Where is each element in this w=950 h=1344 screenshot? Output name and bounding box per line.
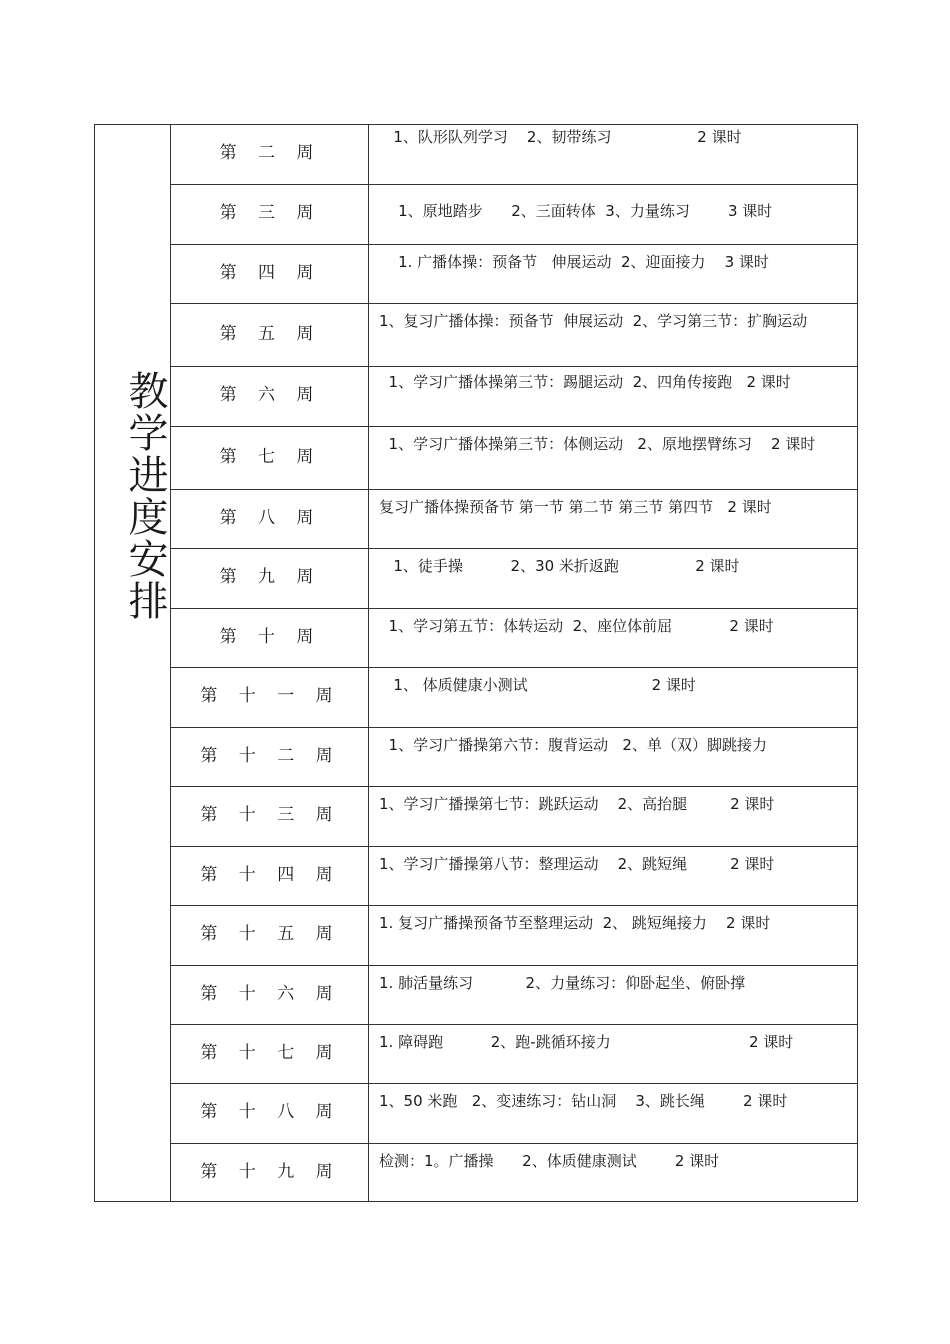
table-row bbox=[171, 366, 858, 426]
schedule-table bbox=[94, 124, 858, 1202]
lesson-content: 1. 复习广播操预备节至整理运动 2、 跳短绳接力 2 课时 bbox=[379, 914, 771, 932]
week-label: 第 十 二 周 bbox=[171, 728, 369, 786]
lesson-content: 1、学习广播操第七节：跳跃运动 2、高抬腿 2 课时 bbox=[379, 795, 775, 813]
lesson-content: 1、50 米跑 2、变速练习：钻山洞 3、跳长绳 2 课时 bbox=[379, 1092, 788, 1110]
lesson-content: 1、原地踏步 2、三面转体 3、力量练习 3 课时 bbox=[379, 202, 773, 220]
week-label: 第 十 四 周 bbox=[171, 847, 369, 905]
table-row bbox=[171, 244, 858, 303]
week-label: 第 十 周 bbox=[171, 609, 369, 667]
week-label: 第 二 周 bbox=[171, 125, 369, 184]
table-row bbox=[171, 303, 858, 366]
table-row bbox=[171, 608, 858, 667]
lesson-content: 1、学习广播体操第三节：踢腿运动 2、四角传接跑 2 课时 bbox=[379, 373, 791, 391]
table-row bbox=[171, 184, 858, 244]
week-label: 第 十 九 周 bbox=[171, 1144, 369, 1202]
week-label: 第 十 一 周 bbox=[171, 668, 369, 727]
week-label: 第 十 八 周 bbox=[171, 1084, 369, 1143]
lesson-content: 1、学习广播操第八节：整理运动 2、跳短绳 2 课时 bbox=[379, 855, 775, 873]
week-label: 第 四 周 bbox=[171, 245, 369, 303]
section-cell bbox=[95, 125, 171, 1201]
week-label: 第 六 周 bbox=[171, 367, 369, 426]
table-row bbox=[171, 426, 858, 489]
lesson-content: 1. 肺活量练习 2、力量练习：仰卧起坐、俯卧撑 bbox=[379, 974, 746, 992]
table-row bbox=[171, 905, 858, 965]
lesson-content: 1、徒手操 2、30 米折返跑 2 课时 bbox=[379, 557, 740, 575]
lesson-content: 1. 广播体操：预备节 伸展运动 2、迎面接力 3 课时 bbox=[379, 253, 769, 271]
section-title: 教学进度安排 bbox=[122, 370, 168, 622]
week-label: 第 七 周 bbox=[171, 427, 369, 489]
week-label: 第 十 五 周 bbox=[171, 906, 369, 965]
lesson-content: 1. 障碍跑 2、跑-跳循环接力 2 课时 bbox=[379, 1033, 794, 1051]
week-label: 第 十 三 周 bbox=[171, 787, 369, 846]
lesson-content: 检测：1。广播操 2、体质健康测试 2 课时 bbox=[379, 1152, 720, 1170]
lesson-content: 1、 体质健康小测试 2 课时 bbox=[379, 676, 696, 694]
table-row bbox=[171, 786, 858, 846]
lesson-content: 1、队形队列学习 2、韧带练习 2 课时 bbox=[379, 128, 742, 146]
table-row bbox=[171, 1143, 858, 1202]
lesson-content: 1、学习广播体操第三节：体侧运动 2、原地摆臂练习 2 课时 bbox=[379, 435, 816, 453]
table-row bbox=[171, 965, 858, 1024]
week-label: 第 十 七 周 bbox=[171, 1025, 369, 1083]
table-row bbox=[171, 667, 858, 727]
table-row bbox=[171, 846, 858, 905]
table-row bbox=[171, 727, 858, 786]
lesson-content: 复习广播体操预备节 第一节 第二节 第三节 第四节 2 课时 bbox=[379, 498, 772, 516]
table-row bbox=[171, 1024, 858, 1083]
week-label: 第 五 周 bbox=[171, 304, 369, 366]
table-row bbox=[171, 548, 858, 608]
lesson-content: 1、学习广播操第六节：腹背运动 2、单（双）脚跳接力 bbox=[379, 736, 767, 754]
lesson-content: 1、复习广播体操：预备节 伸展运动 2、学习第三节：扩胸运动 bbox=[379, 312, 808, 330]
week-label: 第 十 六 周 bbox=[171, 966, 369, 1024]
table-row bbox=[171, 489, 858, 548]
week-label: 第 三 周 bbox=[171, 185, 369, 244]
table-row bbox=[171, 125, 858, 184]
week-label: 第 九 周 bbox=[171, 549, 369, 608]
week-label: 第 八 周 bbox=[171, 490, 369, 548]
table-row bbox=[171, 1083, 858, 1143]
lesson-content: 1、学习第五节：体转运动 2、座位体前屈 2 课时 bbox=[379, 617, 774, 635]
